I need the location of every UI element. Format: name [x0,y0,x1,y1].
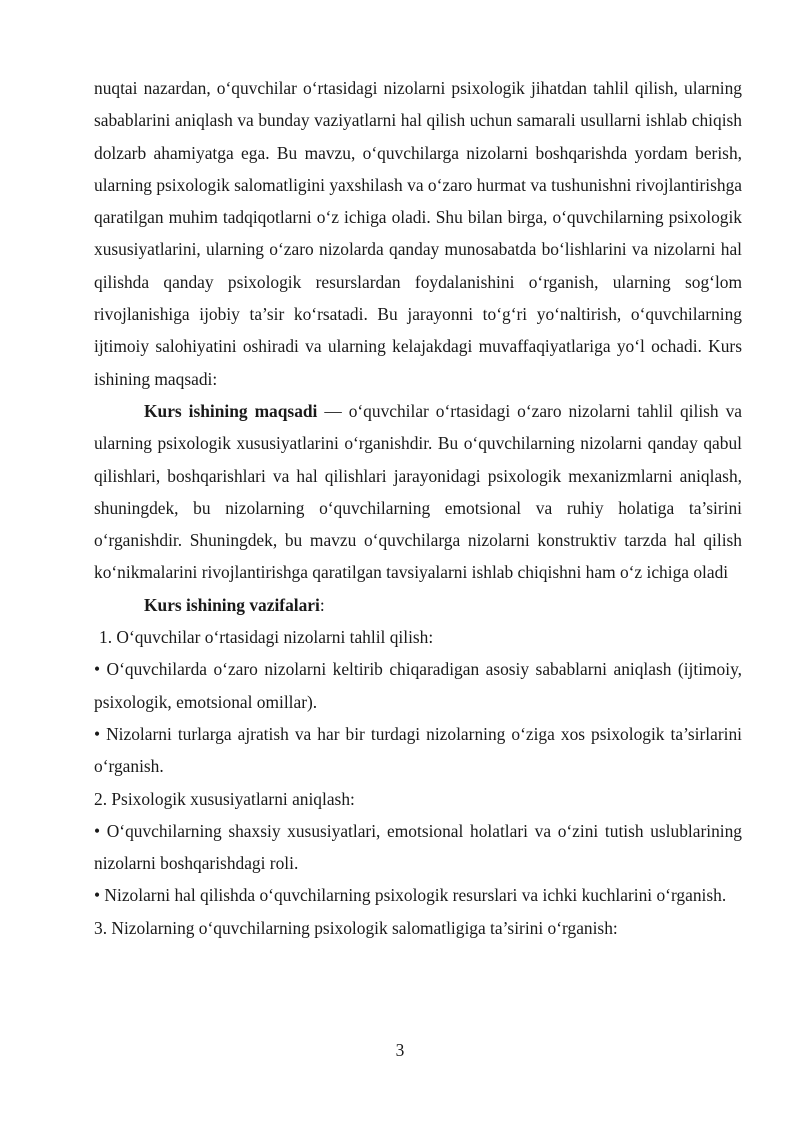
goal-paragraph [94,395,742,589]
document-page [94,72,742,944]
task-1-bullet-1: • O‘quvchilarda o‘zaro nizolarni keltirib chiqaradigan asosiy sabablarni aniqlash (ijtimoiy, psixologik, emotsional omillar). [94,659,742,712]
task-1-title: 1. O‘quvchilar o‘rtasidagi nizolarni tahlil qilish: [99,627,434,648]
page-number: 3 [395,1040,405,1060]
goal-heading: Kurs ishining maqsadi [144,400,318,421]
tasks-heading: Kurs ishining vazifalari [144,594,320,615]
intro-paragraph: nuqtai nazardan, o‘quvchilar o‘rtasidagi nizolarni psixologik jihatdan tahlil qilish, ularning sabablarini aniqlash va bunday vaziyatlarni hal qilish uchun samarali usullarni ishlab chiqish dolzarb ahamiyatga ega. Bu mavzu, o‘quvchilarga nizolarni boshqarishda yordam berish, ularning psixologik salomatligini yaxshilash va o‘zaro hurmat va tushunishni rivojlantirishga qaratilgan muhim tadqiqotlarni o‘z ichiga oladi. Shu bilan birga, o‘quvchilarning psixologik xususiyatlarini, ularning o‘zaro nizolarda qanday munosabatda bo‘lishlarini va nizolarni hal qilishda qanday psixologik resurslardan foydalanishini o‘rganish, ularning sog‘lom rivojlanishiga ijobiy ta’sir ko‘rsatadi. Bu jarayonni to‘g‘ri yo‘naltirish, o‘quvchilarning ijtimoiy salohiyatini oshiradi va ularning kelajakdagi muvaffaqiyatlariga yo‘l ochadi. Kurs ishining maqsadi: [94,78,742,389]
tasks-heading-colon: : [319,594,325,615]
tasks-heading-line [94,589,742,621]
task-1-bullet-2: • Nizolarni turlarga ajratish va har bir turdagi nizolarning o‘ziga xos psixologik ta’sirlarini o‘rganish. [94,723,742,777]
task-2-bullet-1: • O‘quvchilarning shaxsiy xususiyatlari, emotsional holatlari va o‘zini tutish uslublarining nizolarni boshqarishdagi roli. [94,820,742,874]
goal-text: — o‘quvchilar o‘rtasidagi o‘zaro nizolarni tahlil qilish va ularning psixologik xususiyatlarini o‘rganishdir. Bu o‘quvchilarning nizolarni qanday qabul qilishlari, boshqarishlari va hal qilishlari jarayonidagi psixologik mexanizmlarni aniqlash, shuningdek, bu nizolarning o‘quvchilarning emotsional va ruhiy holatiga ta’sirini o‘rganishdir. Shuningdek, bu mavzu o‘quvchilarga nizolarni konstruktiv tarzda hal qilish ko‘nikmalarini rivojlantirishga qaratilgan tavsiyalarni ishlab chiqishni ham o‘z ichiga oladi [94,400,742,583]
task-2-title: 2. Psixologik xususiyatlarni aniqlash: [94,788,355,809]
task-2-bullet-2: • Nizolarni hal qilishda o‘quvchilarning psixologik resurslari va ichki kuchlarini o‘rganish. [94,885,727,906]
task-3-title: 3. Nizolarning o‘quvchilarning psixologik salomatligiga ta’sirini o‘rganish: [94,917,618,938]
